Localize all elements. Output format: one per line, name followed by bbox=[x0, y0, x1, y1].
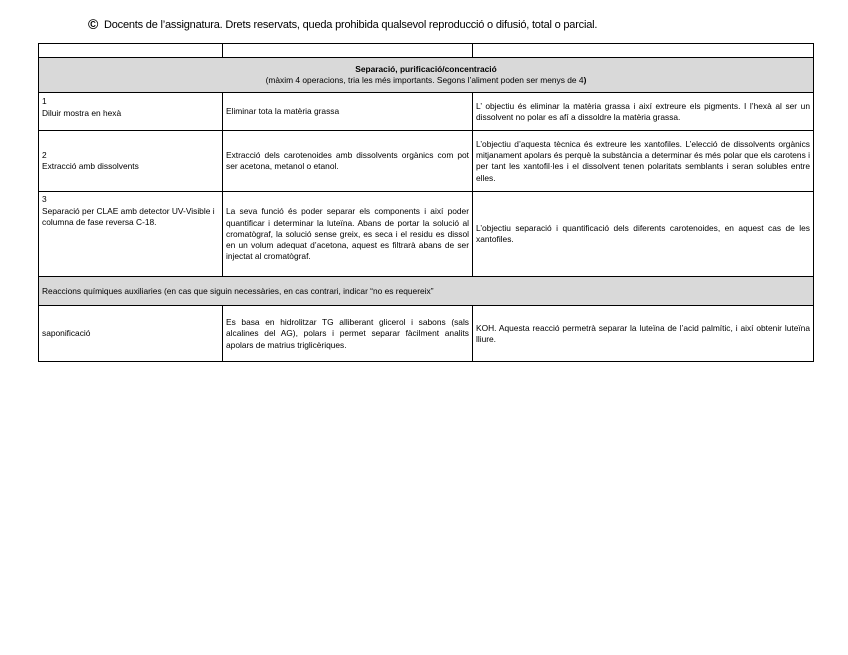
step-number: 3 bbox=[42, 194, 47, 205]
section-subtitle-close: ) bbox=[583, 75, 587, 86]
blank-row bbox=[39, 44, 814, 58]
step-number: 2 bbox=[42, 150, 47, 161]
aux-description-cell: Es basa en hidrolitzar TG alliberant glicerol i sabons (sals alcalines del AG), polars i permet separar fàcilment analits apolars de matrius triglicèriques. bbox=[223, 306, 473, 362]
blank-cell bbox=[223, 44, 473, 58]
step-number: 1 bbox=[42, 96, 47, 107]
description-cell: Extracció dels carotenoides amb dissolvents orgànics com pot ser acetona, metanol o etanol. bbox=[223, 131, 473, 192]
section-header bbox=[39, 58, 814, 93]
table-row bbox=[39, 192, 814, 277]
step-cell bbox=[39, 192, 223, 277]
section-title: Separació, purificació/concentració bbox=[355, 64, 497, 74]
section-subtitle bbox=[42, 75, 810, 86]
objective-cell: L’objectiu separació i quantificació dels diferents carotenoides, en aquest cas de les xantofiles. bbox=[473, 192, 814, 277]
step-label: Separació per CLAE amb detector UV-Visible i columna de fase reversa C-18. bbox=[42, 205, 215, 227]
description-cell: Eliminar tota la matèria grassa bbox=[223, 93, 473, 131]
section-subtitle-text: (màxim 4 operacions, tria les més importants. Segons l’aliment poden ser menys de 4 bbox=[265, 75, 584, 86]
objective-cell: L’ objectiu és eliminar la matèria grassa i així extreure els pigments. I l’hexà al ser un dissolvent no polar es afí a dissoldre la matèria grassa. bbox=[473, 93, 814, 131]
aux-step-cell: saponificació bbox=[39, 306, 223, 362]
step-cell bbox=[39, 93, 223, 131]
description-cell: La seva funció és poder separar els components i així poder quantificar i determinar la luteïna. Abans de portar la solució al cromatògraf, la solució sense greix, es seca i el residu es dissol en un volum adequat d’acetona, aquest es filtrarà abans de ser injectat al cromatògraf. bbox=[223, 192, 473, 277]
blank-cell bbox=[473, 44, 814, 58]
copyright-icon: © bbox=[88, 16, 99, 32]
aux-header: Reaccions químiques auxiliaries (en cas que siguin necessàries, en cas contrari, indicar “no es requereix” bbox=[39, 277, 814, 306]
blank-cell bbox=[39, 44, 223, 58]
copyright-text: Docents de l’assignatura. Drets reservats, queda prohibida qualsevol reproducció o difusió, total o parcial. bbox=[103, 19, 598, 31]
table-row bbox=[39, 306, 814, 362]
aux-objective-cell: KOH. Aquesta reacció permetrà separar la luteïna de l’acid palmític, i així obtenir luteïna lliure. bbox=[473, 306, 814, 362]
step-label: Extracció amb dissolvents bbox=[42, 161, 139, 172]
step-cell bbox=[39, 131, 223, 192]
procedure-table bbox=[38, 43, 814, 362]
aux-header-row bbox=[39, 277, 814, 306]
table-row bbox=[39, 131, 814, 192]
objective-cell: L’objectiu d’aquesta tècnica és extreure les xantofiles. L’elecció de dissolvents orgànics mitjanament apolars és perquè la substància a determinar és més polar que els carotens i per tant les xantofil·les i el dissolvent tenen polaritats semblants i seran solubles entre elles. bbox=[473, 131, 814, 192]
step-label: Diluir mostra en hexà bbox=[42, 107, 122, 118]
copyright-notice bbox=[88, 16, 597, 32]
section-header-row bbox=[39, 58, 814, 93]
table-row bbox=[39, 93, 814, 131]
